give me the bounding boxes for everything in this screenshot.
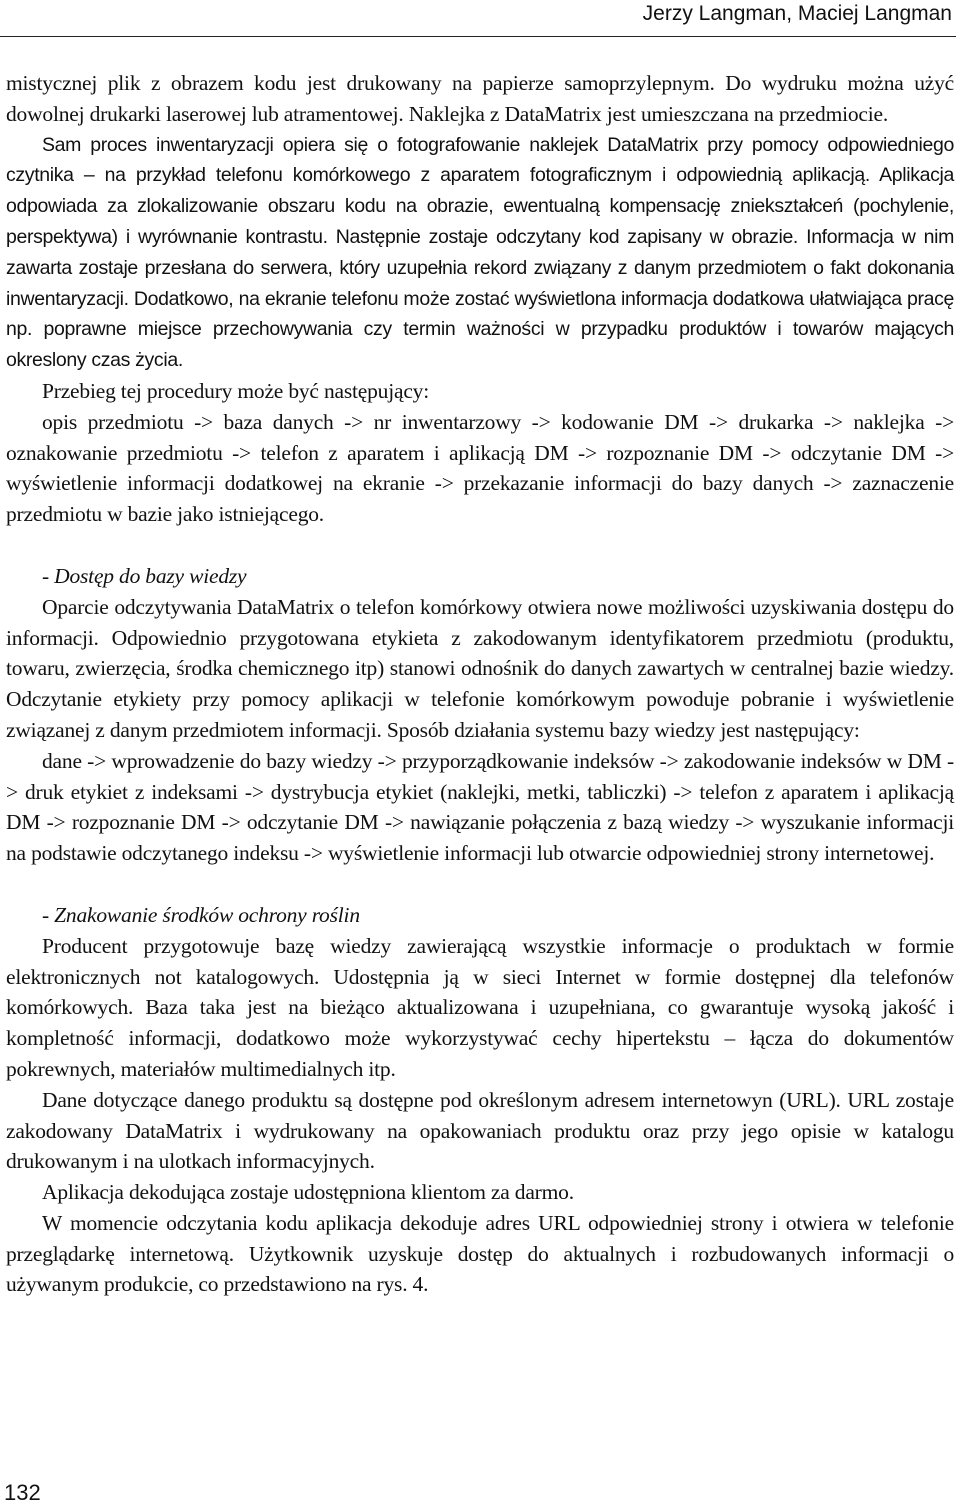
paragraph: Oparcie odczytywania DataMatrix o telefon komórkowy otwiera nowe możliwości uzyskiwania dostępu do informacji. Odpowiednio przygotowana etykieta z zakodowanym identyfikatorem przedmiotu (produktu, towaru, zwierzęcia, środka chemicznego itp) stanowi odnośnik do danych zawartych w centralnej bazie wiedzy. Odczytanie etykiety przy pomocy aplikacji w telefonie komórkowym powoduje pobranie i wyświetlenie związanej z danym przedmiotem informacji. Sposób działania systemu bazy wiedzy jest następujący: [6, 594, 954, 742]
page-number: 132 [4, 1480, 41, 1505]
page-body [6, 68, 954, 1300]
paragraph: Sam proces inwentaryzacji opiera się o fotografowanie naklejek DataMatrix przy pomocy odpowiedniego czytnika – na przykład telefonu komórkowego z aparatem fotograficznym i odpowiednią aplikacją. Aplikacja odpowiada za zlokalizowanie obszaru kodu na obrazie, ewentualną kompensację zniekształceń (pochylenie, perspektywa) i wyrównanie kontrastu. Następnie zostaje odczytany kod zapisany w obrazie. Informacja w nim zawarta zostaje przesłana do serwera, który uzupełnia rekord związany z danym przedmiotem o fakt dokonania inwentaryzacji. Dodatkowo, na ekranie telefonu może zostać wyświetlona informacja dodatkowa ułatwiająca pracę np. poprawne miejsce przechowywania czy termin ważności w przypadku produktów i towarów mających okreslony czas życia. [6, 133, 954, 372]
section-heading: - Znakowanie środków ochrony roślin [42, 902, 360, 927]
paragraph: Dane dotyczące danego produktu są dostępne pod określonym adresem internetowyn (URL). URL zostaje zakodowany DataMatrix i wydrukowany na opakowaniach produktu oraz przy jego opisie w katalogu drukowanym i na ulotkach informacyjnych. [6, 1087, 954, 1174]
paragraph: Przebieg tej procedury może być następujący: [42, 378, 429, 403]
header-authors: Jerzy Langman, Maciej Langman [642, 2, 952, 25]
paragraph: Producent przygotowuje bazę wiedzy zawierającą wszystkie informacje o produktach w formie elektronicznych not katalogowych. Udostępnia ją w sieci Internet w formie dostępnej dla telefonów komórkowych. Baza taka jest na bieżąco aktualizowana i uzupełniana, co gwarantuje wysoką jakość i kompletność informacji, dodatkowo może wykorzystywać cechy hipertekstu – łącza do dokumentów pokrewnych, materiałów multimedialnych itp. [6, 933, 954, 1081]
running-header [0, 0, 956, 37]
paragraph: mistycznej plik z obrazem kodu jest drukowany na papierze samoprzylepnym. Do wydruku można użyć dowolnej drukarki laserowej lub atramentowej. Naklejka z DataMatrix jest umieszczana na przedmiocie. [6, 71, 954, 126]
paragraph: W momencie odczytania kodu aplikacja dekoduje adres URL odpowiedniej strony i otwiera w telefonie przeglądarkę internetową. Użytkownik uzyskuje dostęp do aktualnych i rozbudowanych informacji o używanym produkcie, co przedstawiono na rys. 4. [6, 1210, 954, 1297]
process-chain-paragraph: opis przedmiotu -> baza danych -> nr inwentarzowy -> kodowanie DM -> drukarka -> naklejka -> oznakowanie przedmiotu -> telefon z aparatem i aplikacją DM -> rozpoznanie DM -> odczytanie DM -> wyświetlenie informacji dodatkowej na ekranie -> przekazanie informacji do bazy danych -> zaznaczenie przedmiotu w bazie jako istniejącego. [6, 409, 954, 527]
process-chain-paragraph: dane -> wprowadzenie do bazy wiedzy -> przyporządkowanie indeksów -> zakodowanie indeksów w DM -> druk etykiet z indeksami -> dystrybucja etykiet (naklejki, metki, tabliczki) -> telefon z aparatem i aplikacją DM -> rozpoznanie DM -> odczytanie DM -> nawiązanie połączenia z bazą wiedzy -> wyszukanie informacji na podstawie odczytanego indeksu -> wyświetlenie informacji lub otwarcie odpowiedniej strony internetowej. [6, 748, 954, 866]
paragraph: Aplikacja dekodująca zostaje udostępniona klientom za darmo. [42, 1180, 574, 1205]
section-heading: - Dostęp do bazy wiedzy [42, 563, 247, 588]
